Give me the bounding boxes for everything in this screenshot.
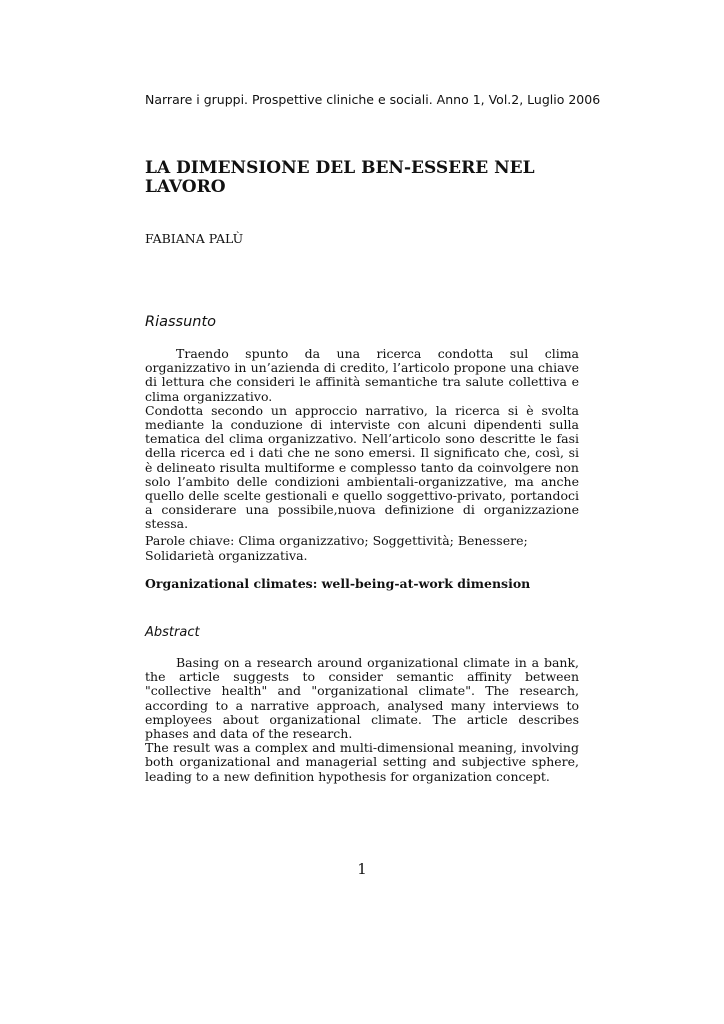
english-title: Organizational climates: well-being-at-work dimension [145,576,531,591]
abstract-body [145,656,579,784]
journal-header: Narrare i gruppi. Prospettive cliniche e sociali. Anno 1, Vol.2, Luglio 2006 [145,92,601,107]
riassunto-paragraph-2: Condotta secondo un approccio narrativo, la ricerca si è svolta mediante la conduzione di interviste con alcuni dipendenti sulla tematica del clima organizzativo. Nell’articolo sono descritte le fasi della ricerca ed i dati che ne sono emersi. Il significato che, così, si è delineato risulta multiforme e complesso tanto da coinvolgere non solo l’ambito delle condizioni ambientali-organizzative, ma anche quello delle scelte gestionali e quello soggettivo-privato, portandoci a considerare una possibile,nuova definizione di organizzazione stessa. [145,402,579,532]
keywords [145,534,579,563]
author-name: FABIANA PALÙ [145,231,244,246]
abstract-paragraph-2: The result was a complex and multi-dimensional meaning, involving both organizational and managerial setting and subjective sphere, leading to a new definition hypothesis for organization concept. [145,740,579,784]
riassunto-body [145,347,579,532]
abstract-paragraph-1: Basing on a research around organizational climate in a bank, the article suggests to consider semantic affinity between "collective health" and "organizational climate". The research, according to a narrative approach, analysed many interviews to employees about organizational climate. The article describes phases and data of the research. [145,655,579,742]
page-number: 1 [357,860,367,878]
abstract-heading: Abstract [145,625,200,640]
article-title-line-2: LAVORO [145,177,226,197]
article-title [145,159,585,197]
keywords-line-1: Parole chiave: Clima organizzativo; Soggettività; Benessere; [145,533,528,548]
riassunto-heading: Riassunto [145,314,217,330]
keywords-line-2: Solidarietà organizzativa. [145,547,308,563]
article-title-line-1: LA DIMENSIONE DEL BEN-ESSERE NEL [145,158,535,178]
riassunto-paragraph-1: Traendo spunto da una ricerca condotta sul clima organizzativo in un’azienda di credito, l’articolo propone una chiave di lettura che consideri le affinità semantiche tra salute collettiva e clima organizzativo. [145,346,579,404]
